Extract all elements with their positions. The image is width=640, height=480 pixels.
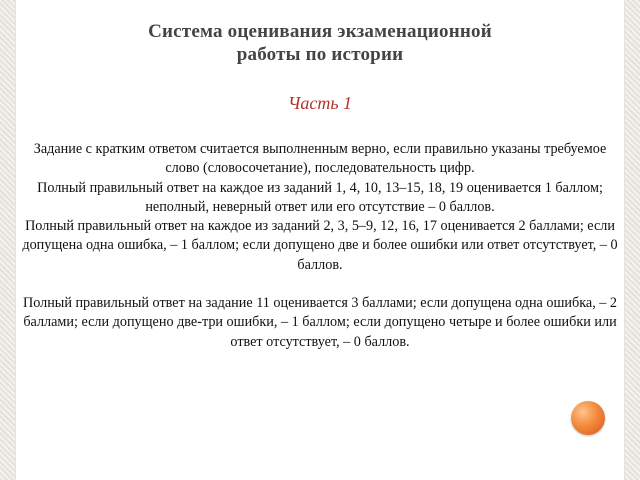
paragraph-gap [22,275,618,294]
orange-circle-decoration [571,401,605,435]
paragraph-short-answer: Задание с кратким ответом считается выполненным верно, если правильно указаны требуемое слово (словосочетание), последовательность цифр. [33,141,607,177]
slide-subtitle: Часть 1 [287,93,353,113]
title-line-1: Система оценивания экзаменационной [148,21,492,42]
slide [15,0,625,480]
right-border-stripes [625,0,640,480]
slide-body [22,140,618,352]
left-border-stripes [0,0,15,480]
title-line-2: работы по истории [236,44,404,65]
slide-title [16,20,624,66]
paragraph-one-point: Полный правильный ответ на каждое из заданий 1, 4, 10, 13–15, 18, 19 оценивается 1 баллом; неполный, неверный ответ или его отсутствие – 0 баллов. [37,179,603,215]
paragraph-three-points: Полный правильный ответ на задание 11 оценивается 3 баллами; если допущена одна ошибка, – 2 баллами; если допущено две-три ошибки, – 1 баллом; если допущено четыре и более ошибки или ответ отсутствует, – 0 баллов. [22,295,618,350]
paragraph-two-points: Полный правильный ответ на каждое из заданий 2, 3, 5–9, 12, 16, 17 оценивается 2 баллами; если допущена одна ошибка, – 1 баллом; если допущено две и более ошибки или ответ отсутствует, – 0 баллов. [22,218,618,273]
